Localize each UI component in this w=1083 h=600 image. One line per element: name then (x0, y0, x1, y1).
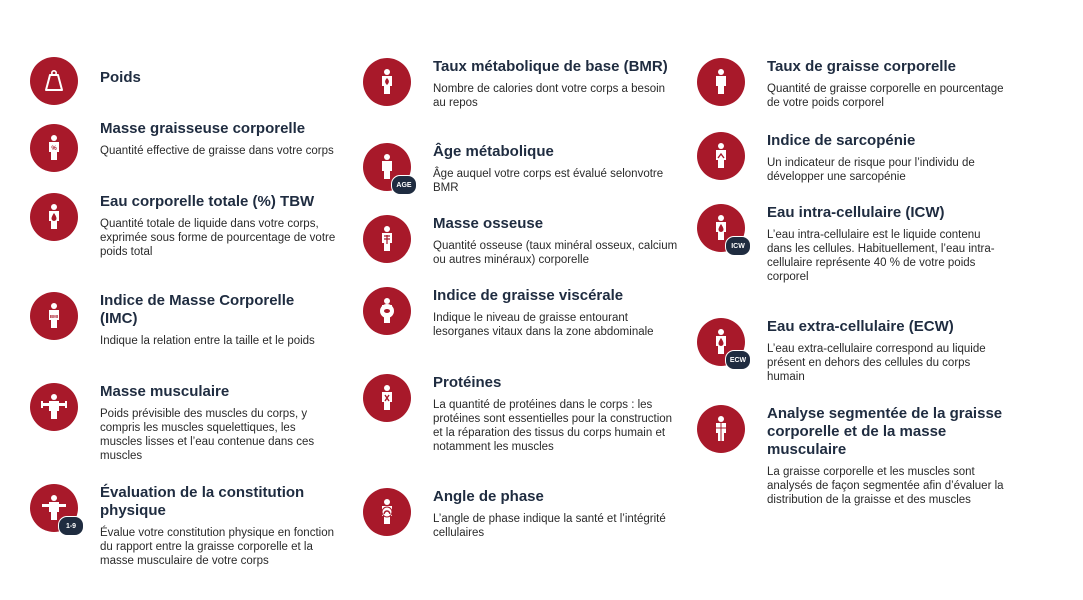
metric-text (767, 405, 1007, 507)
svg-text:%: % (51, 146, 57, 152)
phase-angle-icon (363, 488, 411, 536)
metric-description: La graisse corporelle et les muscles sont analysés de façon segmentée afin d’évaluer la distribution de la graisse et des muscles (767, 466, 1004, 506)
segmental-analysis-icon (697, 405, 745, 453)
metric-text (100, 484, 340, 568)
metric-text (433, 58, 673, 110)
metric-description: L’eau extra-cellulaire correspond au liquide présent en dehors des cellules du corps humain (767, 343, 986, 383)
metric-title: Âge métabolique (433, 143, 554, 160)
bmi-icon (30, 292, 78, 340)
metric-title: Masse graisseuse corporelle (100, 120, 306, 137)
metric-text (433, 215, 678, 267)
metric-description: Indique le niveau de graisse entourant lesorganes vitaux dans la zone abdominale (433, 312, 654, 338)
metric-text (433, 488, 673, 540)
metric-text (100, 120, 340, 158)
body-fat-rate-icon (697, 58, 745, 106)
visceral-fat-icon (363, 287, 411, 335)
body-water-icon (30, 193, 78, 241)
metric-title: Taux métabolique de base (BMR) (433, 58, 668, 75)
physique-icon (30, 484, 78, 532)
metric-text (767, 58, 1007, 110)
metric-title: Taux de graisse corporelle (767, 58, 956, 75)
metric-text (433, 287, 673, 339)
metric-description: Quantité osseuse (taux minéral osseux, calcium ou autres minéraux) corporelle (433, 240, 678, 266)
metric-description: La quantité de protéines dans le corps : les protéines sont essentielles pour la construction et la réparation des tissus du corps humain et notamment les muscles (433, 399, 673, 453)
metric-title: Angle de phase (433, 488, 544, 505)
svg-text:BMI: BMI (49, 314, 59, 319)
protein-icon (363, 374, 411, 422)
ecw-badge: ECW (725, 350, 751, 370)
metric-description: Poids prévisible des muscles du corps, y compris les muscles squelettiques, les muscles lisses et l’eau contenue dans ces muscles (100, 408, 315, 462)
metric-title: Masse osseuse (433, 215, 544, 232)
metric-text (100, 292, 330, 348)
metric-title: Masse musculaire (100, 383, 230, 400)
metabolic-age-icon (363, 143, 411, 191)
metric-text (100, 69, 141, 87)
metric-description: Âge auquel votre corps est évalué selonvotre BMR (433, 168, 664, 194)
metric-description: Quantité effective de graisse dans votre corps (100, 145, 334, 157)
metric-text (100, 193, 340, 259)
metric-description: Indique la relation entre la taille et le poids (100, 335, 315, 347)
metric-text (767, 132, 1007, 184)
metric-description: L’angle de phase indique la santé et l’intégrité cellulaires (433, 513, 666, 539)
metric-text (767, 204, 1007, 284)
metric-title: Évaluation de la constitution physique (100, 484, 305, 519)
metric-title: Indice de graisse viscérale (433, 287, 624, 304)
sarcopenia-icon (697, 132, 745, 180)
metric-title: Poids (100, 69, 141, 86)
metric-text (433, 374, 673, 454)
muscle-icon (30, 383, 78, 431)
metric-description: Quantité totale de liquide dans votre corps, exprimée sous forme de pourcentage de votre poids total (100, 218, 336, 258)
metric-title: Indice de sarcopénie (767, 132, 916, 149)
bone-mass-icon (363, 215, 411, 263)
metric-title: Eau intra-cellulaire (ICW) (767, 204, 945, 221)
metric-description: Nombre de calories dont votre corps a besoin au repos (433, 83, 666, 109)
icw-badge: ICW (725, 236, 751, 256)
metric-description: Un indicateur de risque pour l’individu de développer une sarcopénie (767, 157, 975, 183)
metric-title: Protéines (433, 374, 502, 391)
weight-icon (30, 57, 78, 105)
age-badge: AGE (391, 175, 417, 195)
physique-badge: 1-9 (58, 516, 84, 536)
metric-description: Évalue votre constitution physique en fonction du rapport entre la graisse corporelle et la masse musculaire de votre corps (100, 527, 334, 567)
metric-title: Eau corporelle totale (%) TBW (100, 193, 315, 210)
metric-title: Indice de Masse Corporelle (IMC) (100, 292, 295, 327)
icw-icon (697, 204, 745, 252)
metric-text (433, 143, 673, 195)
metric-text (767, 318, 1007, 384)
metric-title: Eau extra-cellulaire (ECW) (767, 318, 954, 335)
body-fat-icon (30, 124, 78, 172)
metric-title: Analyse segmentée de la graisse corporelle et de la masse musculaire (767, 405, 1003, 458)
metric-description: L’eau intra-cellulaire est le liquide contenu dans les cellules. Habituellement, l’eau intra-cellulaire représente 40 % de votre poids corporel (767, 229, 995, 283)
metric-text (100, 383, 340, 463)
ecw-icon (697, 318, 745, 366)
bmr-icon (363, 58, 411, 106)
metric-description: Quantité de graisse corporelle en pourcentage de votre poids corporel (767, 83, 1004, 109)
